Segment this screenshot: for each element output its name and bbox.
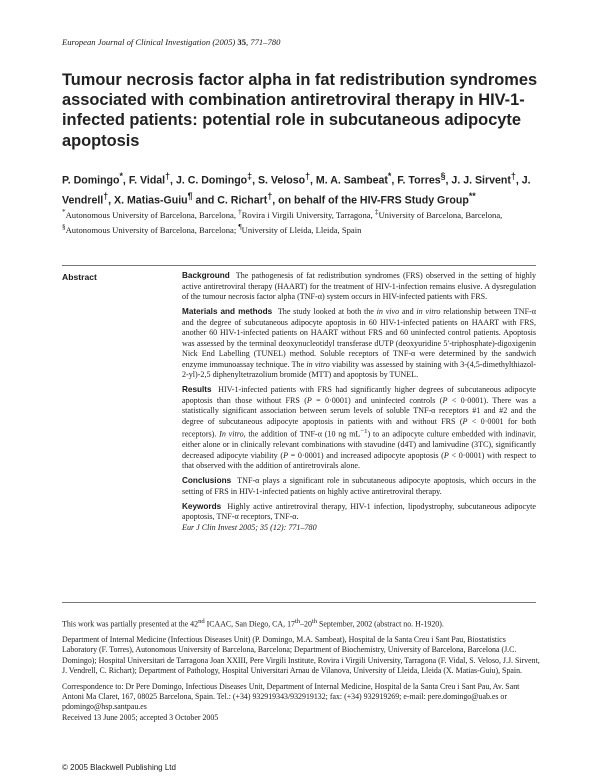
results-text: ) to an adipocyte culture embedded with indinavir, either alone or in clinically relevant combinations with stavudine (d4T) and lamivudine (3TC), significantly decreased adipocyte viability ( xyxy=(182,429,536,460)
presentation-note xyxy=(62,617,540,630)
affiliation-text: Autonomous University of Barcelona, Barcelona; xyxy=(65,225,239,236)
results-p-symbol: P xyxy=(443,450,449,460)
abstract-results xyxy=(182,385,536,472)
author-name: J. C. Domingo xyxy=(175,174,248,187)
abstract-conclusions xyxy=(182,476,536,497)
keywords-text: Highly active antiretroviral therapy, HIV-1 infection, lipodystrophy, subcutaneous adipocyte apoptosis, TNF-α receptors, TNF-α. xyxy=(182,501,536,522)
author-name: F. Vidal xyxy=(128,174,166,187)
author-affiliation-mark: § xyxy=(440,171,446,181)
author-name: C. Richart xyxy=(217,194,268,207)
note-text: This work was partially presented at the 42 xyxy=(62,619,199,629)
results-text: = 0·0001) and uninfected controls ( xyxy=(311,395,443,405)
note-text: September, 2002 (abstract no. H-1920). xyxy=(317,619,444,629)
methods-text: and xyxy=(399,307,417,316)
copyright: © 2005 Blackwell Publishing Ltd xyxy=(62,763,176,772)
author-affiliation-mark: ‡ xyxy=(247,171,253,181)
department-note: Department of Internal Medicine (Infectious Diseases Unit) (P. Domingo, M.A. Sambeat), Hospital de la Santa Creu i Sant Pau, Biostatistics Laboratory (F. Torres), Autonomous University of Barcelona, Barcelona; Department of Biochemistry, University of Barcelona, Barcelona (J.C. Domingo); Hospital Universitari de Tarragona Joan XXIII, Pere Virgili Institute, Rovira i Virgili University, Tarragona (F. Vidal, S. Veloso, J.J. Sirvent, J. Vendrell, C. Richart); Department of Pathology, Hospital Universitari Arnau de Vilanova, University of Lleida, Lleida (X. Matias-Guiu), Spain. xyxy=(62,635,540,676)
journal-volume: 35 xyxy=(237,37,246,47)
note-text: ICAAC, San Diego, CA, 17 xyxy=(204,619,295,629)
methods-italic: in vitro xyxy=(416,307,441,316)
methods-text: viability was assessed by staining with 3-(4,5-dimethylthiazol-2-yl)-2,5 diphenyltetrazolium bromide (MTT) and apoptosis by TUNEL. xyxy=(182,359,536,379)
author-affiliation-mark: * xyxy=(119,171,123,181)
author-affiliation-mark: † xyxy=(103,190,109,201)
abstract-methods xyxy=(182,307,536,381)
affiliation-mark: ‡ xyxy=(374,208,379,216)
affiliation-mark: § xyxy=(62,223,66,232)
author-affiliation-mark: ** xyxy=(468,190,476,201)
results-p-symbol: P xyxy=(462,416,468,426)
citation-line: Eur J Clin Invest 2005; 35 (12): 771–780 xyxy=(182,522,317,532)
author-separator: , xyxy=(272,194,279,207)
methods-italic: in vitro xyxy=(306,359,330,369)
methods-text: The study looked at both the xyxy=(277,307,377,316)
journal-year: (2005) xyxy=(212,37,236,47)
author-name: M. A. Sambeat xyxy=(315,174,388,187)
affiliation-mark: * xyxy=(62,208,66,216)
abstract-background xyxy=(182,271,536,303)
correspondence-note: Correspondence to: Dr Pere Domingo, Infectious Diseases Unit, Department of Internal Medicine, Hospital de la Santa Creu i Sant Pau, Av. Sant Antoni Ma Claret, 167, 08025 Barcelona, Spain. Tel.: (+34) 932919343/932919132; fax: (+34) 932919269; e-mail: pere.domingo@uab.es or pdomingo@hsp.santpau.es xyxy=(62,681,520,712)
article-title: Tumour necrosis factor alpha in fat redistribution syndromes associated with combination antiretroviral therapy in HIV-1-infected patients: potential role in subcutaneous adipocyte apoptosis xyxy=(62,71,538,150)
background-heading: Background xyxy=(182,271,230,280)
conclusions-text: TNF-α plays a significant role in subcutaneous adipocyte apoptosis, which occurs in the setting of FRS in HIV-1-infected patients on highly active antiretroviral therapy. xyxy=(182,476,536,496)
results-text: < 0·0001 for both receptors). xyxy=(182,416,536,439)
note-text: –20 xyxy=(300,619,312,629)
results-text: HIV-1-infected patients with FRS had significantly higher degrees of subcutaneous adipocyte apoptosis than those without FRS ( xyxy=(182,385,536,405)
author-separator: , xyxy=(445,174,452,187)
abstract-bottom-rule xyxy=(62,602,536,603)
abstract-top-rule xyxy=(62,265,536,266)
note-superscript: nd xyxy=(198,618,205,625)
abstract-body xyxy=(182,271,536,533)
journal-name: European Journal of Clinical Investigation xyxy=(62,37,211,47)
abstract-keywords xyxy=(182,502,536,523)
note-superscript: th xyxy=(294,618,301,625)
results-heading: Results xyxy=(182,385,212,394)
author-separator: , xyxy=(252,174,258,187)
methods-text: relationship between TNF-α and the degree of subcutaneous adipocyte apoptosis in 60 HIV-1-infected patients on HAART with FRS, another 60 HIV-1-infected patients on HAART without FRS and 60 uninfected control patients. Apoptosis was assessed by the terminal deoxynucleotidyl transferase dUTP (deoxyuridine 5′-triphosphate)-digoxigenin Nick End Labelling (TUNEL) method. Soluble receptors of TNF-α were determined by the sandwich enzyme immunoassay technique. The xyxy=(182,307,537,369)
author-affiliation-mark: * xyxy=(387,171,392,181)
author-name: S. Veloso xyxy=(257,174,306,187)
methods-italic: in vivo xyxy=(376,307,400,316)
author-separator: and xyxy=(192,194,218,207)
results-text: , the addition of TNF-α (10 ng mL xyxy=(243,429,361,439)
affiliation-mark: ¶ xyxy=(238,223,242,232)
author-affiliation-mark: † xyxy=(305,171,310,181)
affiliation-text: Rovira i Virgili University, Tarragona, xyxy=(241,209,375,220)
author-separator: , xyxy=(170,174,176,187)
keywords-heading: Keywords xyxy=(182,501,222,511)
author-separator: , xyxy=(122,174,129,187)
received-note: Received 13 June 2005; accepted 3 October 2005 xyxy=(62,712,219,722)
author-affiliation-mark: † xyxy=(165,171,171,181)
author-affiliation-mark: ¶ xyxy=(187,190,193,201)
journal-pages: , 771–780 xyxy=(245,37,281,47)
author-name: X. Matias-Guiu xyxy=(114,194,188,207)
author-name: F. Torres xyxy=(397,174,441,187)
author-affiliation-mark: † xyxy=(510,171,516,181)
author-separator: , xyxy=(108,194,115,207)
affiliations xyxy=(62,206,532,237)
author-separator: , xyxy=(310,174,316,187)
author-name: on behalf of the HIV-FRS Study Group xyxy=(278,194,469,207)
conclusions-heading: Conclusions xyxy=(182,476,232,486)
affiliation-text: Autonomous University of Barcelona, Barcelona, xyxy=(65,209,239,220)
results-superscript: −1 xyxy=(360,428,368,435)
author-separator: , xyxy=(391,174,398,187)
affiliation-mark: † xyxy=(238,208,242,216)
author-affiliation-mark: † xyxy=(267,190,273,201)
affiliation-text: University of Barcelona, Barcelona, xyxy=(378,209,503,220)
author-name: J. J. Sirvent xyxy=(451,174,511,187)
results-p-symbol: P xyxy=(283,450,289,460)
background-text: The pathogenesis of fat redistribution syndromes (FRS) observed in the setting of highly active antiretroviral therapy (HAART) for the treatment of HIV-1-infection remains elusive. A dysregulation of the tumour necrosis factor alpha (TNF-α) system occurs in HIV-infected patients with FRS. xyxy=(182,271,536,301)
results-text: < 0·0001) with respect to that observed with the addition of antiretrovirals alone. xyxy=(182,450,536,471)
author-name: J. Vendrell xyxy=(62,174,531,207)
author-list xyxy=(62,169,542,208)
results-p-symbol: P xyxy=(306,395,312,405)
author-separator: , xyxy=(515,174,522,187)
journal-header xyxy=(62,37,280,47)
results-text: < 0·0001). There was a statistically significant association between serum levels of soluble TNF-α receptors #1 and #2 and the degree of subcutaneous adipocyte apoptosis in patients with and without FRS ( xyxy=(182,395,537,426)
abstract-label: Abstract xyxy=(62,272,97,282)
results-p-symbol: P xyxy=(442,395,448,405)
author-name: P. Domingo xyxy=(62,174,120,187)
affiliation-text: University of Lleida, Lleida, Spain xyxy=(241,225,362,236)
results-text: = 0·0001) and increased adipocyte apoptosis ( xyxy=(288,450,444,460)
results-italic: In vitro xyxy=(219,429,244,439)
methods-heading: Materials and methods xyxy=(182,307,273,316)
footnotes xyxy=(62,617,540,728)
note-superscript: th xyxy=(311,618,318,625)
